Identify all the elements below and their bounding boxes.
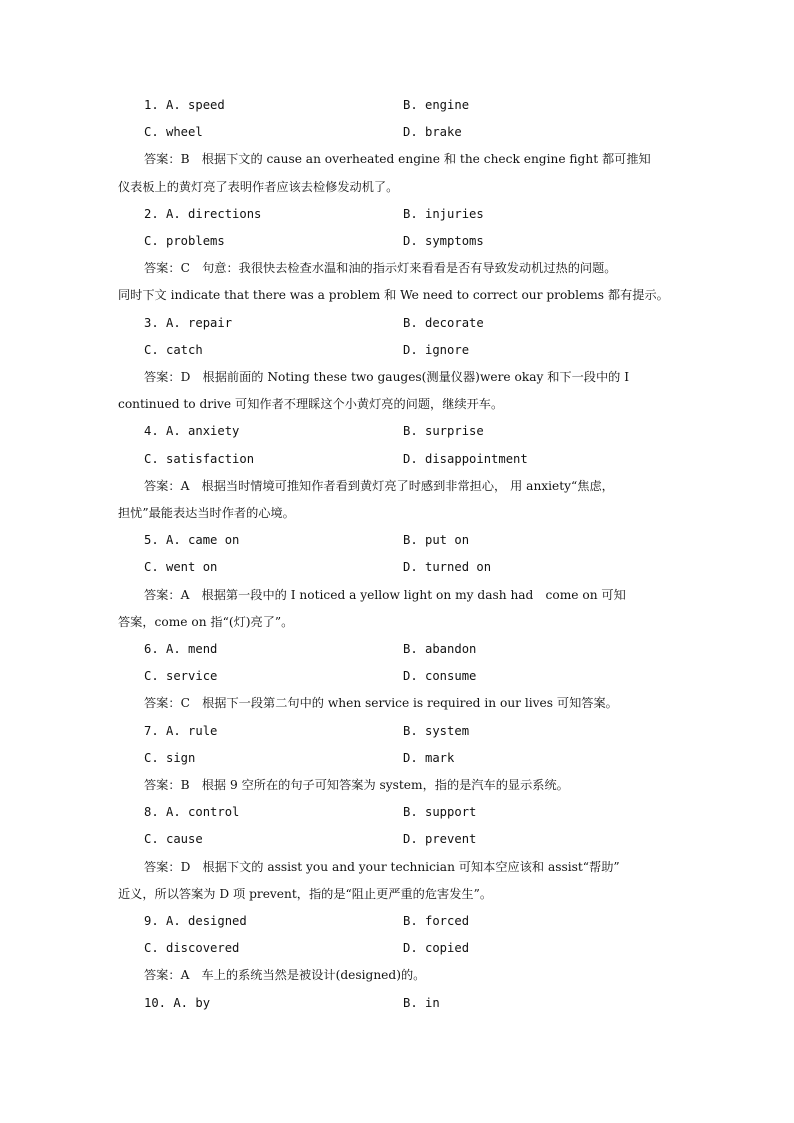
- answer-line: [118, 962, 684, 989]
- answer-line: [118, 473, 684, 500]
- option-row: [118, 935, 684, 962]
- option-row: [118, 636, 684, 663]
- option-right: D. symptoms: [403, 234, 484, 248]
- option-left: C. cause: [144, 832, 203, 847]
- option-row: [118, 418, 684, 445]
- answer-line: [118, 772, 684, 799]
- option-row: [118, 799, 684, 826]
- option-right: B. support: [403, 805, 477, 820]
- option-left: 7. A. rule: [144, 723, 218, 738]
- option-left: C. wheel: [144, 125, 203, 140]
- answer-text: B 根据 9 空所在的句子可知答案为 system，指的是汽车的显示系统。: [180, 778, 569, 792]
- answer-line: [118, 364, 684, 391]
- option-right: D. mark: [403, 750, 455, 765]
- answer-continuation-text: 担忧”最能表达当时作者的心境。: [118, 506, 295, 520]
- option-row: [118, 201, 684, 228]
- option-row: [118, 228, 684, 255]
- option-row: [118, 718, 684, 745]
- option-right: D. turned on: [403, 560, 492, 575]
- option-right: D. ignore: [403, 342, 470, 357]
- answer-continuation: [118, 282, 684, 309]
- answer-continuation-text: 同时下文 indicate that there was a problem 和 We need to correct our problems 都有提示。: [118, 288, 669, 303]
- option-right: D. copied: [403, 941, 470, 956]
- answer-text: D 根据下文的 assist you and your technician 可知本空应该和 assist“帮助”: [180, 859, 620, 874]
- option-right: D. prevent: [403, 832, 477, 847]
- answer-continuation-text: continued to drive 可知作者不理睬这个小黄灯亮的问题，继续开车。: [118, 397, 504, 412]
- answer-continuation-text: 仪表板上的黄灯亮了表明作者应该去检修发动机了。: [118, 179, 399, 194]
- option-left: C. service: [144, 669, 218, 684]
- answer-label: 答案：: [144, 968, 181, 983]
- answer-continuation: [118, 609, 684, 636]
- option-right: D. consume: [403, 669, 477, 684]
- answer-text: C 根据下一段第二句中的 when service is required in our lives 可知答案。: [180, 696, 618, 711]
- option-right: B. system: [403, 723, 470, 738]
- option-row: [118, 826, 684, 853]
- option-row: [118, 990, 684, 1017]
- answer-label: 答案：: [144, 261, 181, 276]
- answer-label: 答案：: [144, 587, 181, 602]
- answer-continuation-text: 近义，所以答案为 D 项 prevent，指的是“阻止更严重的危害发生”。: [118, 886, 493, 901]
- answer-label: 答案：: [144, 696, 181, 711]
- answer-text: A 根据当时情境可推知作者看到黄灯亮了时感到非常担心， 用 anxiety“焦虑，: [180, 478, 614, 493]
- answer-line: [118, 854, 684, 881]
- answer-label: 答案：: [144, 859, 181, 874]
- answer-text: B 根据下文的 cause an overheated engine 和 the check engine fight 都可推知: [180, 152, 651, 167]
- option-row: [118, 446, 684, 473]
- answer-line: [118, 690, 684, 717]
- option-row: [118, 337, 684, 364]
- option-right: B. injuries: [403, 206, 484, 221]
- option-left: C. catch: [144, 342, 203, 357]
- option-left: 9. A. designed: [144, 914, 247, 928]
- option-right: B. surprise: [403, 424, 484, 439]
- answer-continuation: [118, 174, 684, 201]
- option-left: C. satisfaction: [144, 451, 255, 466]
- option-row: [118, 92, 684, 119]
- answer-label: 答案：: [144, 778, 181, 792]
- option-left: C. went on: [144, 560, 218, 575]
- option-left: 2. A. directions: [144, 206, 262, 221]
- option-left: 8. A. control: [144, 805, 240, 820]
- answer-label: 答案：: [144, 478, 181, 493]
- option-left: C. problems: [144, 234, 225, 248]
- option-right: B. put on: [403, 533, 470, 548]
- option-row: [118, 908, 684, 935]
- option-row: [118, 119, 684, 146]
- option-left: 1. A. speed: [144, 98, 225, 112]
- option-row: [118, 745, 684, 772]
- option-row: [118, 527, 684, 554]
- answer-label: 答案：: [144, 152, 181, 167]
- answer-line: [118, 255, 684, 282]
- answer-text: A 根据第一段中的 I noticed a yellow light on my dash had come on 可知: [180, 587, 626, 602]
- option-left: C. sign: [144, 750, 196, 765]
- option-right: D. brake: [403, 125, 462, 140]
- option-left: 5. A. came on: [144, 533, 240, 548]
- option-left: C. discovered: [144, 941, 240, 956]
- option-row: [118, 310, 684, 337]
- answer-line: [118, 582, 684, 609]
- answer-continuation-text: 答案，come on 指“(灯)亮了”。: [118, 614, 294, 629]
- option-row: [118, 663, 684, 690]
- answer-continuation: [118, 391, 684, 418]
- answer-text: C 句意：我很快去检查水温和油的指示灯来看看是否有导致发动机过热的问题。: [180, 261, 617, 276]
- answer-text: D 根据前面的 Noting these two gauges(测量仪器)were okay 和下一段中的 I: [180, 370, 630, 384]
- answer-line: [118, 146, 684, 173]
- option-left: 3. A. repair: [144, 315, 233, 330]
- answer-label: 答案：: [144, 370, 181, 384]
- answer-text: A 车上的系统当然是被设计(designed)的。: [180, 968, 426, 983]
- option-right: B. in: [403, 995, 440, 1010]
- option-right: D. disappointment: [403, 451, 528, 466]
- answer-continuation: [118, 500, 684, 527]
- answer-continuation: [118, 881, 684, 908]
- option-right: B. abandon: [403, 642, 477, 656]
- option-right: B. decorate: [403, 315, 484, 330]
- option-left: 10. A. by: [144, 995, 211, 1010]
- option-left: 4. A. anxiety: [144, 424, 240, 439]
- option-right: B. forced: [403, 914, 470, 928]
- option-right: B. engine: [403, 98, 470, 112]
- option-left: 6. A. mend: [144, 642, 218, 656]
- option-row: [118, 554, 684, 581]
